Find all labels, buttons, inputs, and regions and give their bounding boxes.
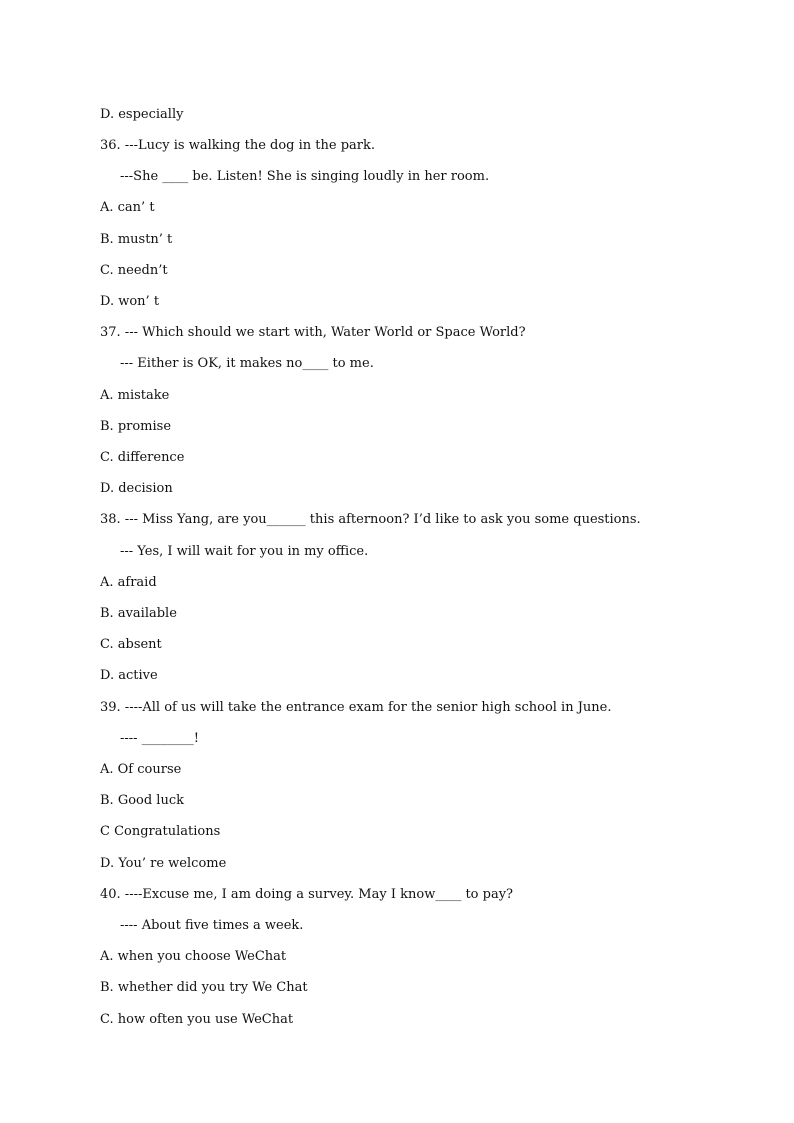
q36-prompt: 36. ---Lucy is walking the dog in the park. xyxy=(100,138,376,153)
q38-option-b: B. available xyxy=(100,606,177,621)
q40-option-a: A. when you choose WeChat xyxy=(100,949,287,964)
q36-option-a: A. can’ t xyxy=(100,200,155,215)
q36-reply: ---She ____ be. Listen! She is singing loudly in her room. xyxy=(120,169,490,184)
q39-reply: ---- ________! xyxy=(120,731,199,746)
q37-prompt: 37. --- Which should we start with, Water World or Space World? xyxy=(100,325,526,340)
q36-option-c: C. needn’t xyxy=(100,263,168,278)
q40-prompt: 40. ----Excuse me, I am doing a survey. May I know____ to pay? xyxy=(100,887,514,902)
q40-reply: ---- About five times a week. xyxy=(120,918,304,933)
q37-option-d: D. decision xyxy=(100,481,173,496)
q39-option-b: B. Good luck xyxy=(100,793,184,808)
q39-option-d: D. You’ re welcome xyxy=(100,856,227,871)
q39-prompt: 39. ----All of us will take the entrance exam for the senior high school in June. xyxy=(100,700,612,715)
q38-option-d: D. active xyxy=(100,668,158,683)
q38-option-a: A. afraid xyxy=(100,575,157,590)
q35-option-d: D. especially xyxy=(100,107,184,122)
q40-option-b: B. whether did you try We Chat xyxy=(100,980,308,995)
q39-option-c: C Congratulations xyxy=(100,824,221,839)
q36-option-d: D. won’ t xyxy=(100,294,160,309)
q37-option-a: A. mistake xyxy=(100,388,170,403)
q37-reply: --- Either is OK, it makes no____ to me. xyxy=(120,356,374,371)
q40-option-c: C. how often you use WeChat xyxy=(100,1012,294,1027)
q39-option-a: A. Of course xyxy=(100,762,182,777)
q37-option-b: B. promise xyxy=(100,419,172,434)
q37-option-c: C. difference xyxy=(100,450,185,465)
q38-reply: --- Yes, I will wait for you in my office. xyxy=(120,544,369,559)
q38-option-c: C. absent xyxy=(100,637,162,652)
q36-option-b: B. mustn’ t xyxy=(100,232,173,247)
q38-prompt: 38. --- Miss Yang, are you______ this afternoon? I’d like to ask you some questions. xyxy=(100,512,641,527)
